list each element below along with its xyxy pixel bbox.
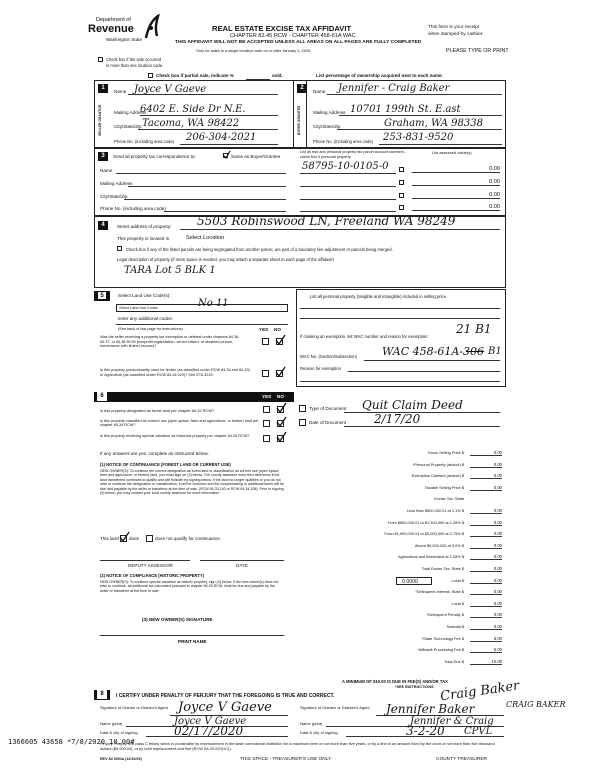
rev-code: REV 84 0001a (12/10/19) <box>100 757 142 761</box>
segregated-checkbox[interactable] <box>117 246 122 251</box>
tax-row-value: 0.00 <box>470 589 502 595</box>
current-yes-checkbox[interactable] <box>263 420 270 427</box>
seller-city-label: City/State/Zip <box>114 124 142 129</box>
use-code-note: Only for sales in a single location code on or after January 1, 2020. <box>196 48 312 53</box>
section-8-badge: 8 <box>97 690 107 699</box>
buyer-phone-label: Phone No. (including area code) <box>313 139 374 144</box>
doc-date-value: 2/17/20 <box>374 412 421 426</box>
section-4-badge: 4 <box>98 221 108 230</box>
grantor-date-label: Date & city of signing <box>100 730 138 735</box>
parcel-2-personal-checkbox[interactable] <box>399 180 404 185</box>
tax-row-value: 0.00 <box>470 612 502 618</box>
tax-row-label: *Delinquent Interest: State $ <box>415 589 464 595</box>
doc-type-checkbox[interactable] <box>299 405 306 412</box>
historic-yes-checkbox[interactable] <box>263 435 270 442</box>
tax-row-label: Local $ <box>451 577 464 583</box>
assessed-value-1: 0.00 <box>412 166 500 173</box>
land-use-label: Select Land Use Code(s): <box>118 293 171 298</box>
corr-phone-label: Phone No. (including area code) <box>100 206 166 211</box>
assessed-header: List assessed value(s) <box>432 150 472 155</box>
county-treasurer: COUNTY TREASURER <box>436 757 487 762</box>
partial-sale-label: Check box if partial sale, indicate % <box>156 73 234 78</box>
grantee-name-value: Jennifer & Craig <box>410 716 494 727</box>
timber-question: Is this property predominantly used for timber (as classified under RCW 84.34 and 84.33) or agriculture (as classified under RCW 84.34.020)? See ETA 3215 <box>100 368 250 377</box>
grantee-city-value: CPVL <box>464 726 493 737</box>
legal-description-value: TARA Lot 5 BLK 1 <box>124 265 216 276</box>
forest-yes-checkbox[interactable] <box>263 406 270 413</box>
tax-row-value: 0.00 <box>470 543 502 549</box>
seller-name-value: Joyce V Gaeve <box>134 84 207 95</box>
forest-no-checkmark-icon <box>276 402 287 413</box>
receipt-note-2: when stamped by cashier. <box>428 32 484 37</box>
seller-phone-label: Phone No. (including area code) <box>114 139 175 144</box>
seller-side-label: SELLER GRANTOR <box>98 104 102 136</box>
partial-sale-checkbox[interactable] <box>148 73 153 78</box>
buyer-name-label: Name <box>313 89 326 94</box>
form-chapter: CHAPTER 82.45 RCW - CHAPTER 458-61A WAC <box>230 33 356 39</box>
grantor-name-value: Joyce V Gaeve <box>174 716 247 727</box>
receipt-note-1: This form is your receipt <box>428 25 480 30</box>
does-not-checkbox[interactable] <box>146 535 153 542</box>
assessed-value-2: 0.00 <box>412 179 500 186</box>
buyer-mailing-value: 10701 199th St. E.ast <box>350 104 461 115</box>
buyer-name-value: Jennifer - Craig Baker <box>338 83 450 94</box>
multi-location-label: Check box if the sale occurred <box>106 57 162 62</box>
same-as-buyer-label: Same as Buyer/Grantee <box>231 154 281 159</box>
additional-codes-label: enter any additional codes: <box>118 316 173 321</box>
q2-yes-checkbox[interactable] <box>262 370 269 377</box>
seller-phone-value: 206-304-2021 <box>186 132 257 143</box>
buyer-mailing-label: Mailing Address <box>313 110 346 115</box>
tax-row-value: 5.00 <box>470 647 502 653</box>
state-name: Washington State <box>106 37 143 42</box>
parcel-header: List all real and personal property tax parcel account numbers - check box if personal property <box>300 150 407 159</box>
same-as-buyer-checkmark-icon <box>222 150 231 159</box>
grantee-sig-label: Signature of Grantee or Grantee's Agent <box>300 705 370 710</box>
tax-row-value: 0.00 <box>470 520 502 526</box>
street-address-value: 5503 Robinswood LN, Freeland WA 98249 <box>197 214 456 228</box>
treasurer-use-only: THIS SPACE - TREASURER'S USE ONLY <box>240 757 332 762</box>
tax-row-value: 0.00 <box>470 485 502 491</box>
forest-question: Is this property designated as forest land per chapter 84.33 RCW? <box>100 408 215 413</box>
tax-row-label: Local $ <box>451 600 464 606</box>
wac-value: WAC 458-61A-306 <box>382 345 484 358</box>
sold-label: sold. <box>272 73 283 78</box>
deputy-assessor-label: DEPUTY ASSESSOR <box>128 563 173 568</box>
revenue-logo-icon <box>143 14 163 40</box>
dept-of: Department of <box>96 17 131 23</box>
tax-row-label: Agricultural and timberland at 1.28% $ <box>398 554 464 560</box>
tax-row-value: 0.00 <box>470 624 502 630</box>
please-type: PLEASE TYPE OR PRINT <box>446 48 509 54</box>
grantee-signature: Jennifer Baker <box>386 702 475 716</box>
segregated-label: Check box if any of the listed parcels are being segregated from another parcel, are part of a boundary line adjustment or parcels being merged. <box>126 247 393 252</box>
craig-signature: Craig Baker <box>439 678 521 705</box>
q1-no-checkmark-icon <box>275 334 286 345</box>
tax-row-label: Subtotal $ <box>446 624 464 629</box>
multi-location-checkbox[interactable] <box>98 57 103 62</box>
tax-row-label: Above $3,000,000 at 3.0% $ <box>414 542 464 548</box>
tax-row-label: From $1,500,000.01 to $3,000,000 at 2.75% $ <box>384 531 464 537</box>
tax-row-value: 10.00 <box>470 659 502 665</box>
grantee-date-value: 3-2-20 <box>406 724 445 738</box>
local-rate-box <box>396 577 432 585</box>
grantor-name-label: Name (print) <box>100 721 123 726</box>
does-not-label: does not qualify for continuance. <box>155 536 222 541</box>
not-accepted-notice: THIS AFFIDAVIT WILL NOT BE ACCEPTED UNLESS ALL AREAS ON ALL PAGES ARE FULLY COMPLETED <box>175 40 422 45</box>
tax-row-value: 5.00 <box>470 636 502 642</box>
notice2-title: (2) NOTICE OF COMPLIANCE (HISTORIC PROPERTY) <box>100 573 205 578</box>
minimum-fee: A MINIMUM OF $10.00 IS DUE IN FEE(S) AND/OR TAX <box>342 679 448 684</box>
perjury-notice: Perjury: Perjury is a class C felony which is punishable by imprisonment in the state correctional institution for a maximum term of not more than five years, or by a fine in an amount fixed by the court of not more than five thousand dollars ($5,000.00), or by both imprisonment and fine (RCW 9A.20.020(1C)). <box>100 741 495 751</box>
yes-header-1: YES <box>259 327 269 332</box>
recording-stamp: 1366605 43658 *7/8/2020 10.00# <box>8 738 135 746</box>
tax-row-label: Taxable Selling Price $ <box>424 484 464 490</box>
exemption-question: Was the seller receiving a property tax exemption or deferral under chapters 84.36, 84.37, or 84.38 RCW (nonprofit organization, senior citizen, or disabled person, homeowner with limited income)? <box>100 335 240 348</box>
doc-date-checkbox[interactable] <box>299 419 306 426</box>
list-percentage: List percentage of ownership acquired next to each name. <box>316 73 443 78</box>
located-in-label: This property is located in <box>117 236 170 241</box>
grantor-sig-label: Signature of Grantor or Grantor's Agent <box>100 705 168 710</box>
seller-mailing-value: 6402 E. Side Dr N.E. <box>140 104 246 115</box>
q2-no-checkmark-icon <box>275 366 286 377</box>
tax-row-value: 0.00 <box>470 473 502 479</box>
notice1-title: (1) NOTICE OF CONTINUANCE (FOREST LAND OR CURRENT USE) <box>100 462 231 467</box>
grantor-date-value: 02/17/2020 <box>174 724 244 738</box>
section-1-badge: 1 <box>98 84 108 93</box>
send-correspondence-label: Send all property tax correspondence to: <box>113 154 196 159</box>
tax-row-value: 0.00 <box>470 554 502 560</box>
tax-row-value: 0.00 <box>470 601 502 607</box>
tax-row-label: Excise Tax: State <box>434 496 464 502</box>
buyer-side-label: BUYER GRANTEE <box>297 105 301 135</box>
tax-row-value: 0.00 <box>470 462 502 468</box>
tax-row-value: 0.00 <box>470 566 502 572</box>
parcel-4-personal-checkbox[interactable] <box>399 205 404 210</box>
tax-row-label: From $500,000.01 to $1,500,000 at 1.28% $ <box>387 519 464 525</box>
claiming-value: 21 B1 <box>456 322 492 336</box>
doc-type-label: Type of Document <box>309 406 347 411</box>
corr-mailing-label: Mailing Address <box>100 181 133 186</box>
notice1-body: NEW OWNER(S): To continue the current designation as forest land or classification as current use (open space, farm and agriculture, or timber) land, you must sign on (3) below. The county assessor must then determine if the land transferred continues to qualify and will indicate by signing below. If the land no longer qualifies or you do not wish to continue the designation or classification, it will be removed and the compensating or additional taxes will be due and payable by the seller or transferor at the time of sale. (RCW 84.33.140 or RCW 84.34.108). Prior to signing (3) below, you may contact your local county assessor for more information. <box>100 469 284 496</box>
seller-mailing-label: Mailing Address <box>114 110 147 115</box>
reason-label: Reason for exemption <box>300 366 341 371</box>
land-use-value: No 11 <box>198 298 229 309</box>
corr-city-label: City/State/Zip <box>100 194 128 199</box>
assessor-date-label: DATE <box>236 563 248 568</box>
tax-row-label: Exemption Claimed (deduct) $ <box>411 473 464 479</box>
wac-strikethrough <box>466 351 484 352</box>
buyer-city-value: Graham, WA 98338 <box>384 118 483 129</box>
grantee-date-label: Date & city of signing <box>300 730 338 735</box>
tax-row-label: *Delinquent Penalty $ <box>426 612 464 618</box>
buyer-city-label: City/State/Zip <box>313 124 341 129</box>
buyer-phone-value: 253-831-9520 <box>383 132 454 143</box>
no-header-2: NO <box>277 394 284 399</box>
tax-row-label: Gross Selling Price $ <box>427 450 464 455</box>
yes-header-2: YES <box>262 394 272 399</box>
multi-location-label-2: in more than one location code. <box>106 63 164 68</box>
wac-suffix: B1 <box>488 346 502 357</box>
grantee-name-label: Name (print) <box>300 721 323 726</box>
wac-label: WAC No. (Section/Subsection) <box>300 354 358 359</box>
local-rate-value: 0.0000 <box>402 578 418 585</box>
new-owner-signature-label: (3) NEW OWNER(S) SIGNATURE <box>142 617 213 622</box>
current-no-checkmark-icon <box>276 416 287 427</box>
section-3-badge: 3 <box>98 152 108 161</box>
location-select[interactable]: Select Location <box>186 235 225 241</box>
if-yes-label: If any answers are yes, complete as instructed below. <box>100 451 209 456</box>
doc-type-value: Quit Claim Deed <box>362 398 463 412</box>
craig-print-name: CRAIG BAKER <box>506 700 566 709</box>
seller-city-value: Tacoma, WA 98422 <box>142 118 240 129</box>
certify-statement: I CERTIFY UNDER PENALTY OF PERJURY THAT THE FOREGOING IS TRUE AND CORRECT. <box>116 693 335 699</box>
land-use-select-text: Select Land Use Codes <box>119 306 158 310</box>
personal-property-label: List all personal property (tangible and intangible) included in selling price. <box>310 294 448 299</box>
section-2-badge: 2 <box>297 84 307 93</box>
historic-no-checkmark-icon <box>276 431 287 442</box>
tax-row-value: 0.00 <box>470 508 502 514</box>
tax-row-label: *Personal Property (deduct) $ <box>412 461 464 467</box>
assessed-value-4: 0.00 <box>412 204 500 211</box>
tax-row-label: Total Excise Tax: State $ <box>421 566 464 571</box>
this-land-label: This land <box>100 536 119 541</box>
assessed-value-3: 0.00 <box>412 192 500 199</box>
historic-question: Is this property receiving special valuation as historical property per chapter 84.26 RCW? <box>100 434 250 438</box>
legal-description-label: Legal description of property (if more space is needed, you may attach a separate sheet to each page of the affidavit) <box>117 257 334 262</box>
corr-name-label: Name <box>100 168 113 173</box>
notice2-body: NEW OWNER(S): To continue special valuation as historic property, sign (3) below. If the new owner(s) does not wish to continue, all additional tax calculated pursuant to chapter 84.26 RCW, shall be due and payable by the seller or transferor at the time of sale. <box>100 580 279 593</box>
see-instructions: *SEE INSTRUCTIONS <box>395 685 434 689</box>
see-back-label: (See back of last page for instructions) <box>118 327 183 331</box>
tax-row-value: 0.00 <box>470 531 502 537</box>
tax-row-label: *Affidavit Processing Fee $ <box>417 647 464 653</box>
section-5-badge: 5 <box>97 291 107 300</box>
tax-row-label: Less than $500,000.01 at 1.1% $ <box>406 508 464 513</box>
revenue-logo-text: Revenue <box>88 23 134 35</box>
print-name-label: PRINT NAME <box>178 639 207 644</box>
parcel-3-personal-checkbox[interactable] <box>399 193 404 198</box>
q1-yes-checkbox[interactable] <box>262 338 269 345</box>
current-use-question: Is this property classified as current use (open space, farm and agricultural, or timber) land per chapter 84.34 RCW? <box>100 419 259 428</box>
seller-name-label: Name <box>114 89 127 94</box>
parcel-1-personal-checkbox[interactable] <box>399 167 404 172</box>
no-header-1: NO <box>274 327 281 332</box>
form-title: REAL ESTATE EXCISE TAX AFFIDAVIT <box>212 24 352 33</box>
does-label: does <box>129 536 139 541</box>
claiming-label: If claiming an exemption, list WAC number and reason for exemption: <box>300 334 429 339</box>
tax-row-value: 0.00 <box>470 450 502 456</box>
parcel-number-value: 58795-10-0105-0 <box>302 161 389 172</box>
street-address-label: Street address of property: <box>117 224 172 229</box>
tax-row-label: Total Due $ <box>444 658 464 664</box>
tax-row-value: 0.00 <box>470 578 502 584</box>
tax-row-label: *State Technology Fee $ <box>421 635 464 641</box>
section-6-badge: 6 <box>97 392 107 401</box>
grantor-signature: Joyce V Gaeve <box>178 700 272 715</box>
doc-date-label: Date of Document <box>309 420 347 425</box>
